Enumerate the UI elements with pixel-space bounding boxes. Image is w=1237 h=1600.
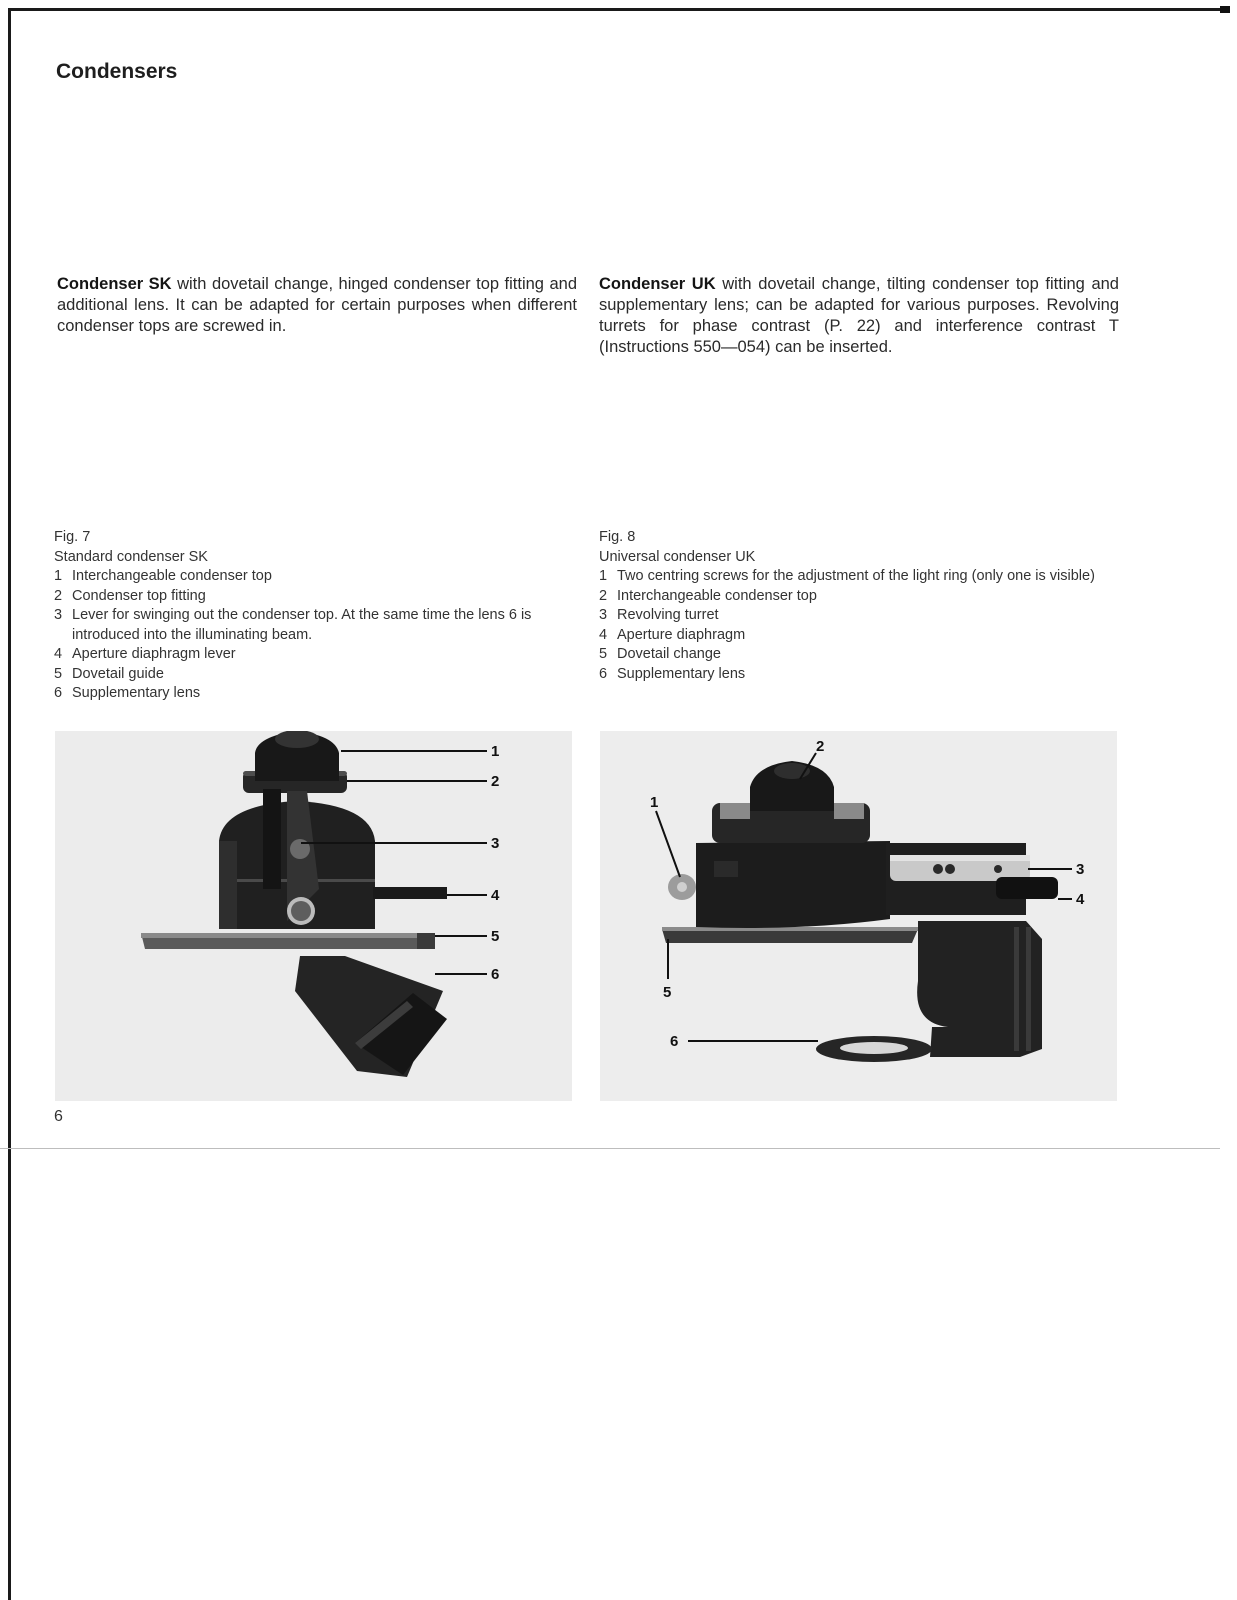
intro-condenser-uk <box>599 274 1119 358</box>
aperture-diaphragm-knob <box>996 877 1058 899</box>
fig7-item <box>54 606 584 645</box>
fig8-item <box>599 567 1119 587</box>
page-title: Condensers <box>56 60 178 83</box>
fig8-callout-5: 5 <box>663 984 672 1001</box>
fig7-item <box>54 567 584 587</box>
fig7-item <box>54 587 584 607</box>
fig8-callout-4: 4 <box>1076 891 1085 908</box>
fig7-label: Fig. 7 <box>54 529 91 545</box>
fig8-callout-6: 6 <box>670 1033 679 1050</box>
fig7-item-num: 3 <box>54 607 63 623</box>
fig8-item-text: Dovetail change <box>617 646 721 662</box>
fig7-callout-5: 5 <box>491 928 500 945</box>
condenser-housing <box>696 841 1026 928</box>
fig8-item <box>599 626 1119 646</box>
fig7-item-text: Dovetail guide <box>72 665 164 682</box>
fig7-item <box>54 684 584 704</box>
scan-border-left <box>8 8 11 1600</box>
fig7-callout-6: 6 <box>491 966 500 983</box>
fig8-title: Universal condenser UK <box>599 548 756 565</box>
fig8-item-num: 3 <box>599 607 608 623</box>
fig8-item <box>599 645 1119 665</box>
fig7-illustration <box>55 731 572 1101</box>
fig7-callout-3: 3 <box>491 835 500 852</box>
fig8-item-num: 6 <box>599 665 608 682</box>
fig8-callout-3: 3 <box>1076 861 1085 878</box>
intro-uk-text: with dovetail change, tilting condenser top fitting and supplementary lens; can be adapted for various purposes. Revolving turrets for phase contrast (P. 22) and interference contrast T (Instructions 550—054) can be inserted. <box>599 275 1119 356</box>
fig7-callout-2: 2 <box>491 773 500 790</box>
fig7-item-text: Aperture diaphragm lever <box>72 646 236 662</box>
fig7-legend <box>54 528 584 704</box>
scan-corner-mark <box>1220 6 1230 13</box>
fig7-items <box>54 567 584 704</box>
intro-sk-text: with dovetail change, hinged condenser top fitting and additional lens. It can be adapted for certain purposes when different condenser tops are screwed in. <box>57 275 577 335</box>
fig8-callout-2: 2 <box>816 738 825 755</box>
fig7-item-num: 6 <box>54 685 63 701</box>
intro-uk-bold: Condenser UK <box>599 275 716 293</box>
intro-condenser-sk <box>57 274 577 337</box>
fig7-title: Standard condenser SK <box>54 548 208 565</box>
fig7-item <box>54 645 584 665</box>
fig7-item-num: 2 <box>54 587 63 604</box>
fig7-item-text: Condenser top fitting <box>72 587 206 604</box>
page-number: 6 <box>54 1108 63 1125</box>
fig8-callout-1: 1 <box>650 794 659 811</box>
fig8-items <box>599 567 1119 684</box>
dovetail-plate <box>141 933 435 949</box>
fig7-item-text: Interchangeable condenser top <box>72 568 272 584</box>
fig8-illustration <box>600 731 1117 1101</box>
fig8-item <box>599 587 1119 607</box>
fig8-photo <box>600 731 1117 1101</box>
fig7-item <box>54 665 584 685</box>
fig7-item-text: Lever for swinging out the condenser top. At the same time the lens 6 is introduced into the illuminating beam. <box>72 607 532 643</box>
fig8-item-num: 5 <box>599 646 608 662</box>
fig7-item-num: 1 <box>54 568 63 584</box>
dovetail-plate <box>662 927 918 943</box>
page-bottom-rule <box>0 1148 1220 1149</box>
fig7-photo <box>55 731 572 1101</box>
fig8-legend <box>599 528 1119 684</box>
fig7-item-num: 4 <box>54 646 63 662</box>
fig7-callout-1: 1 <box>491 743 500 760</box>
fig8-item-num: 4 <box>599 626 608 643</box>
fig8-item <box>599 665 1119 685</box>
intro-sk-bold: Condenser SK <box>57 275 172 293</box>
fig8-item <box>599 606 1119 626</box>
fig7-item-num: 5 <box>54 665 63 682</box>
fig7-item-text: Supplementary lens <box>72 685 201 701</box>
fig8-item-text: Aperture diaphragm <box>617 626 746 643</box>
fig8-item-text: Interchangeable condenser top <box>617 587 817 604</box>
scan-border-top <box>8 8 1228 11</box>
fig8-item-num: 2 <box>599 587 608 604</box>
fig8-item-text: Two centring screws for the adjustment of the light ring (only one is visible) <box>617 568 1095 584</box>
fig8-label: Fig. 8 <box>599 529 636 545</box>
fig7-callout-4: 4 <box>491 887 500 904</box>
fig8-item-num: 1 <box>599 568 608 584</box>
fig8-item-text: Supplementary lens <box>617 665 746 682</box>
fig8-item-text: Revolving turret <box>617 607 719 623</box>
